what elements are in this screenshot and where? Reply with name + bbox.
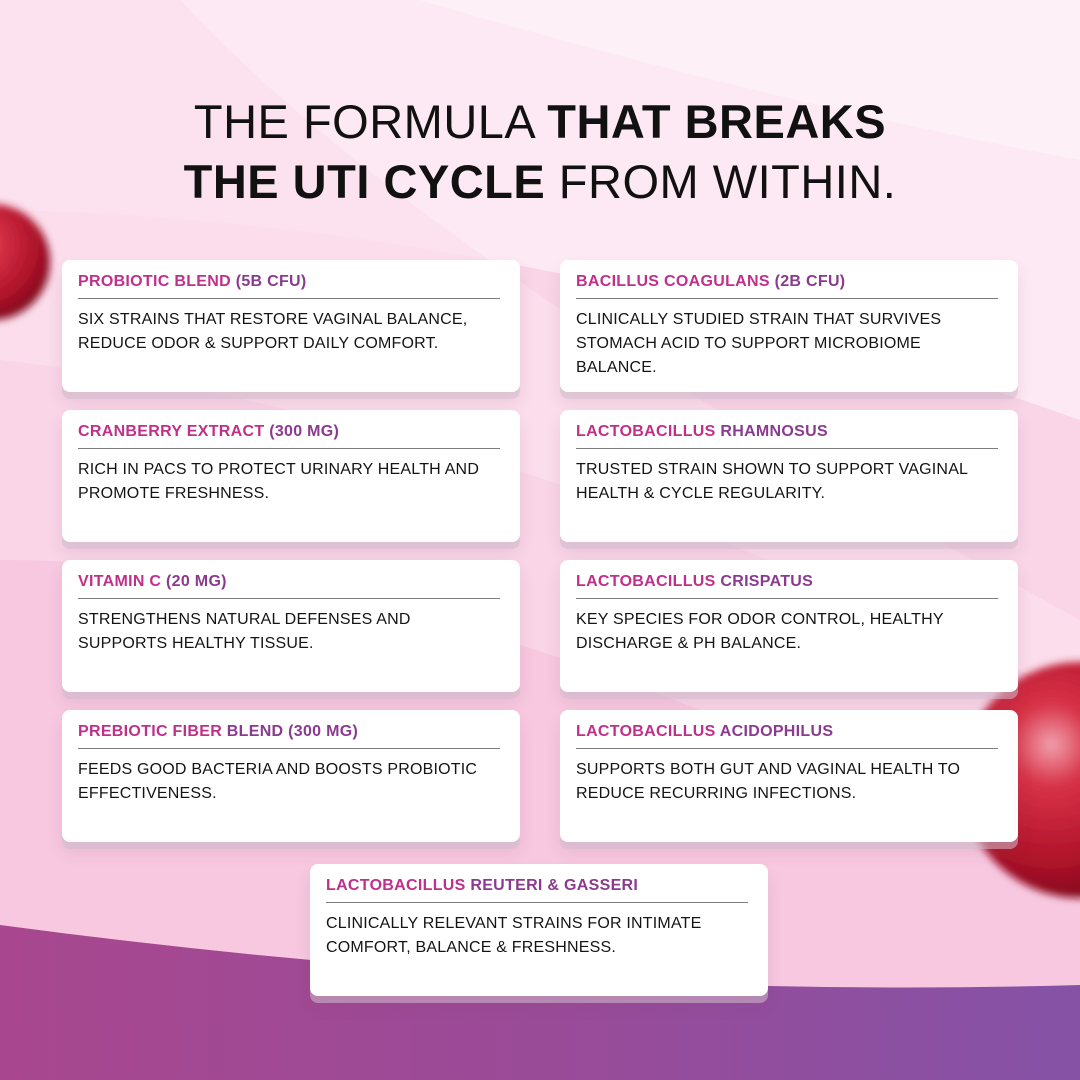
ingredient-card-bacillus-coagulans bbox=[560, 260, 1018, 392]
ingredient-card-lactobacillus-reuteri-gasseri bbox=[310, 864, 768, 996]
ingredient-title: VITAMIN C (20 MG) bbox=[78, 572, 500, 599]
ingredient-title: LACTOBACILLUS ACIDOPHILUS bbox=[576, 722, 998, 749]
ingredient-title: LACTOBACILLUS REUTERI & GASSERI bbox=[326, 876, 748, 903]
ingredient-card-probiotic-blend bbox=[62, 260, 520, 392]
ingredient-title: LACTOBACILLUS CRISPATUS bbox=[576, 572, 998, 599]
ingredient-title: PROBIOTIC BLEND (5B CFU) bbox=[78, 272, 500, 299]
ingredient-title: PREBIOTIC FIBER BLEND (300 MG) bbox=[78, 722, 500, 749]
ingredient-description: TRUSTED STRAIN SHOWN TO SUPPORT VAGINAL HEALTH & CYCLE REGULARITY. bbox=[576, 461, 968, 502]
headline-line-1: THE FORMULA THAT BREAKS bbox=[193, 95, 887, 148]
ingredient-card-vitamin-c bbox=[62, 560, 520, 692]
ingredient-description: CLINICALLY STUDIED STRAIN THAT SURVIVES STOMACH ACID TO SUPPORT MICROBIOME BALANCE. bbox=[576, 311, 942, 376]
ingredient-description: SIX STRAINS THAT RESTORE VAGINAL BALANCE, REDUCE ODOR & SUPPORT DAILY COMFORT. bbox=[78, 311, 468, 352]
ingredient-card-cranberry-extract bbox=[62, 410, 520, 542]
ingredient-description: FEEDS GOOD BACTERIA AND BOOSTS PROBIOTIC EFFECTIVENESS. bbox=[78, 761, 478, 802]
ingredient-description: CLINICALLY RELEVANT STRAINS FOR INTIMATE COMFORT, BALANCE & FRESHNESS. bbox=[326, 915, 702, 956]
ingredient-card-lactobacillus-acidophilus bbox=[560, 710, 1018, 842]
ingredient-description: STRENGTHENS NATURAL DEFENSES AND SUPPORTS HEALTHY TISSUE. bbox=[78, 611, 411, 652]
ingredient-card-prebiotic-fiber-blend bbox=[62, 710, 520, 842]
ingredient-card-lactobacillus-crispatus bbox=[560, 560, 1018, 692]
ingredient-title: CRANBERRY EXTRACT (300 MG) bbox=[78, 422, 500, 449]
ingredient-description: RICH IN PACS TO PROTECT URINARY HEALTH AND PROMOTE FRESHNESS. bbox=[78, 461, 480, 502]
ingredient-title: LACTOBACILLUS RHAMNOSUS bbox=[576, 422, 998, 449]
headline bbox=[0, 92, 1080, 212]
ingredient-description: KEY SPECIES FOR ODOR CONTROL, HEALTHY DISCHARGE & PH BALANCE. bbox=[576, 611, 944, 652]
ingredient-title: BACILLUS COAGULANS (2B CFU) bbox=[576, 272, 998, 299]
headline-line-2: THE UTI CYCLE FROM WITHIN. bbox=[183, 155, 897, 208]
ingredient-card-lactobacillus-rhamnosus bbox=[560, 410, 1018, 542]
ingredient-description: SUPPORTS BOTH GUT AND VAGINAL HEALTH TO REDUCE RECURRING INFECTIONS. bbox=[576, 761, 961, 802]
